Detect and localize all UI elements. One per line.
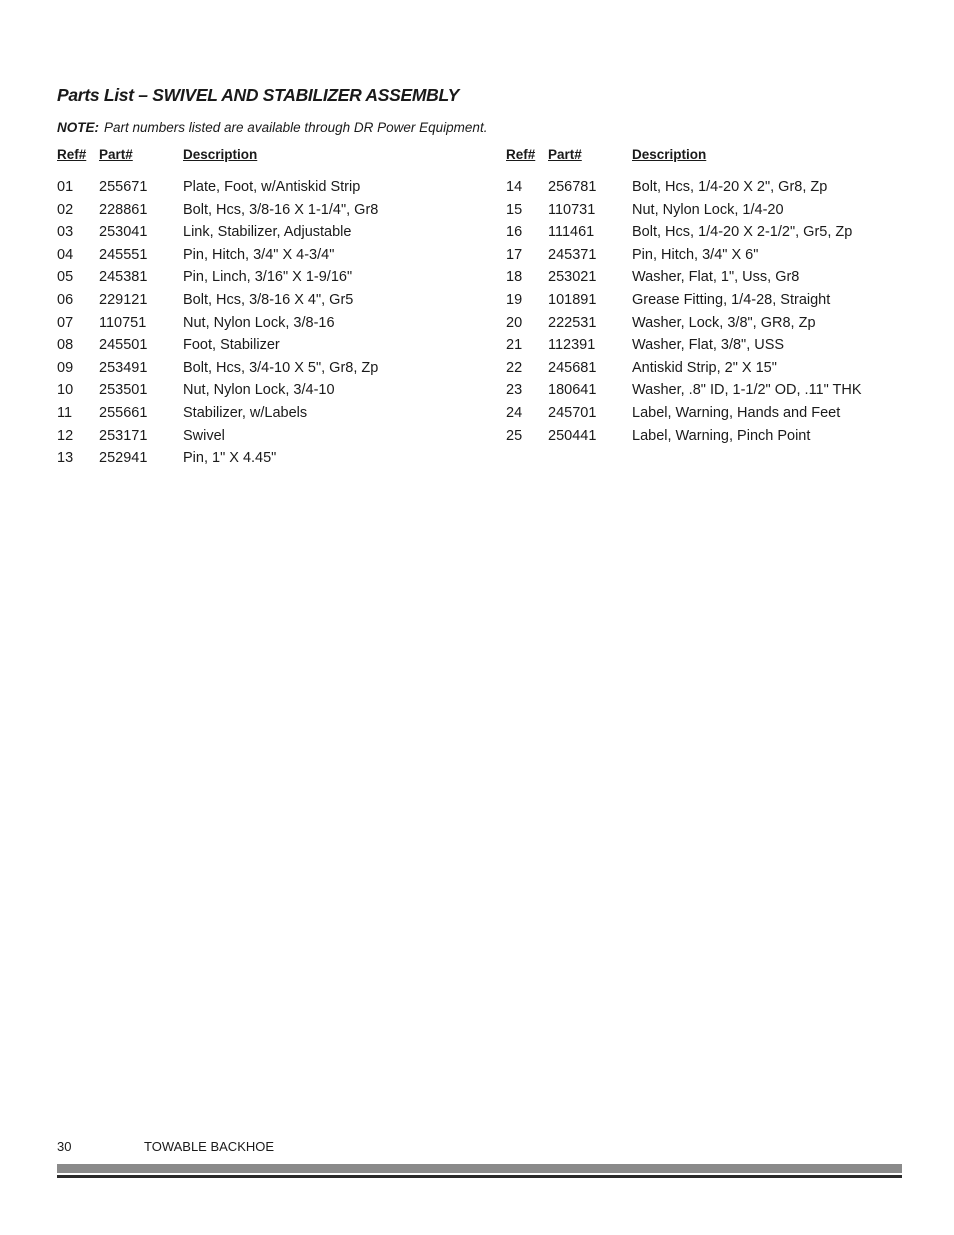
description-cell: Antiskid Strip, 2" X 15" xyxy=(632,359,777,376)
ref-cell: 24 xyxy=(506,404,523,421)
description-cell: Bolt, Hcs, 1/4-20 X 2-1/2", Gr5, Zp xyxy=(632,224,853,241)
description-cell: Label, Warning, Hands and Feet xyxy=(632,404,841,421)
table-row xyxy=(57,449,487,472)
description-cell: Pin, Hitch, 3/4" X 4-3/4" xyxy=(183,246,335,263)
footer-rule xyxy=(57,1164,902,1173)
ref-cell: 20 xyxy=(506,314,523,331)
ref-cell: 12 xyxy=(57,427,74,444)
header-ref: Ref# xyxy=(506,147,536,162)
ref-cell: 17 xyxy=(506,246,523,263)
ref-cell: 03 xyxy=(57,224,74,241)
ref-cell: 07 xyxy=(57,314,74,331)
table-row xyxy=(506,291,936,314)
ref-cell: 16 xyxy=(506,224,523,241)
table-row xyxy=(57,201,487,224)
ref-cell: 05 xyxy=(57,269,74,286)
note-text: Part numbers listed are available through DR Power Equipment. xyxy=(104,120,488,135)
description-cell: Bolt, Hcs, 3/8-16 X 4", Gr5 xyxy=(183,291,354,308)
part-number-cell: 256781 xyxy=(548,179,597,195)
table-row xyxy=(57,359,487,382)
part-number-cell: 253041 xyxy=(99,224,148,241)
part-number-cell: 250441 xyxy=(548,427,597,444)
part-number-cell: 228861 xyxy=(99,201,148,218)
ref-cell: 22 xyxy=(506,359,523,376)
description-cell: Plate, Foot, w/Antiskid Strip xyxy=(183,179,361,195)
description-cell: Bolt, Hcs, 3/8-16 X 1-1/4", Gr8 xyxy=(183,201,379,218)
note xyxy=(57,120,487,135)
ref-cell: 08 xyxy=(57,337,74,354)
table-row xyxy=(57,336,487,359)
part-number-cell: 112391 xyxy=(548,337,596,354)
description-cell: Link, Stabilizer, Adjustable xyxy=(183,224,352,241)
table-row xyxy=(506,178,936,201)
description-cell: Washer, Flat, 1", Uss, Gr8 xyxy=(632,269,800,286)
description-cell: Bolt, Hcs, 3/4-10 X 5", Gr8, Zp xyxy=(183,359,379,376)
ref-cell: 14 xyxy=(506,179,523,195)
description-cell: Bolt, Hcs, 1/4-20 X 2", Gr8, Zp xyxy=(632,179,828,195)
table-row xyxy=(57,427,487,450)
part-number-cell: 255661 xyxy=(99,404,148,421)
table-row xyxy=(57,314,487,337)
ref-cell: 06 xyxy=(57,291,74,308)
part-number-cell: 245371 xyxy=(548,246,597,263)
part-number-cell: 111461 xyxy=(548,224,595,241)
part-number-cell: 222531 xyxy=(548,314,597,331)
table-row xyxy=(57,381,487,404)
table-body xyxy=(57,178,487,472)
part-number-cell: 245681 xyxy=(548,359,597,376)
table-row xyxy=(506,381,936,404)
description-cell: Washer, Lock, 3/8", GR8, Zp xyxy=(632,314,816,331)
ref-cell: 10 xyxy=(57,382,74,399)
ref-cell: 11 xyxy=(57,404,73,421)
part-number-cell: 245381 xyxy=(99,269,148,286)
ref-cell: 13 xyxy=(57,450,74,467)
part-number-cell: 110731 xyxy=(548,201,596,218)
description-cell: Pin, 1" X 4.45" xyxy=(183,450,277,467)
description-cell: Pin, Hitch, 3/4" X 6" xyxy=(632,246,759,263)
footer-title: TOWABLE BACKHOE xyxy=(144,1139,275,1154)
table-row xyxy=(506,201,936,224)
ref-cell: 01 xyxy=(57,179,74,195)
table-row xyxy=(506,268,936,291)
page-number: 30 xyxy=(57,1139,72,1154)
ref-cell: 15 xyxy=(506,201,523,218)
part-number-cell: 253491 xyxy=(99,359,148,376)
part-number-cell: 253021 xyxy=(548,269,597,286)
part-number-cell: 245701 xyxy=(548,404,597,421)
note-label: NOTE: xyxy=(57,120,99,135)
part-number-cell: 245551 xyxy=(99,246,148,263)
table-row xyxy=(57,404,487,427)
description-cell: Nut, Nylon Lock, 3/8-16 xyxy=(183,314,335,331)
footer-divider xyxy=(57,1175,902,1178)
ref-cell: 09 xyxy=(57,359,74,376)
part-number-cell: 101891 xyxy=(548,291,597,308)
part-number-cell: 255671 xyxy=(99,179,148,195)
table-row xyxy=(506,427,936,450)
table-row xyxy=(57,291,487,314)
part-number-cell: 110751 xyxy=(99,314,147,331)
table-row xyxy=(57,246,487,269)
header-description: Description xyxy=(183,147,258,162)
table-row xyxy=(506,336,936,359)
description-cell: Nut, Nylon Lock, 3/4-10 xyxy=(183,382,335,399)
part-number-cell: 229121 xyxy=(99,291,148,308)
description-cell: Foot, Stabilizer xyxy=(183,337,280,354)
ref-cell: 21 xyxy=(506,337,523,354)
part-number-cell: 245501 xyxy=(99,337,148,354)
ref-cell: 02 xyxy=(57,201,74,218)
header-part: Part# xyxy=(99,147,133,162)
part-number-cell: 180641 xyxy=(548,382,597,399)
header-part: Part# xyxy=(548,147,582,162)
table-row xyxy=(57,268,487,291)
description-cell: Label, Warning, Pinch Point xyxy=(632,427,811,444)
description-cell: Nut, Nylon Lock, 1/4-20 xyxy=(632,201,784,218)
table-row xyxy=(506,404,936,427)
table-row xyxy=(57,223,487,246)
part-number-cell: 252941 xyxy=(99,450,148,467)
description-cell: Pin, Linch, 3/16" X 1-9/16" xyxy=(183,269,353,286)
description-cell: Stabilizer, w/Labels xyxy=(183,404,308,421)
header-ref: Ref# xyxy=(57,147,87,162)
ref-cell: 19 xyxy=(506,291,523,308)
table-row xyxy=(506,246,936,269)
parts-table-left xyxy=(57,147,487,472)
ref-cell: 23 xyxy=(506,382,523,399)
ref-cell: 04 xyxy=(57,246,74,263)
table-row xyxy=(506,359,936,382)
table-header xyxy=(57,147,487,166)
description-cell: Grease Fitting, 1/4-28, Straight xyxy=(632,291,831,308)
ref-cell: 18 xyxy=(506,269,523,286)
table-header xyxy=(506,147,936,166)
part-number-cell: 253171 xyxy=(99,427,148,444)
ref-cell: 25 xyxy=(506,427,523,444)
parts-table-right xyxy=(506,147,936,449)
table-body xyxy=(506,178,936,449)
table-row xyxy=(57,178,487,201)
table-row xyxy=(506,223,936,246)
description-cell: Swivel xyxy=(183,427,225,444)
part-number-cell: 253501 xyxy=(99,382,148,399)
header-description: Description xyxy=(632,147,707,162)
description-cell: Washer, .8" ID, 1-1/2" OD, .11" THK xyxy=(632,382,862,399)
table-row xyxy=(506,314,936,337)
description-cell: Washer, Flat, 3/8", USS xyxy=(632,337,785,354)
page-title: Parts List – SWIVEL AND STABILIZER ASSEMBLY xyxy=(57,85,459,105)
